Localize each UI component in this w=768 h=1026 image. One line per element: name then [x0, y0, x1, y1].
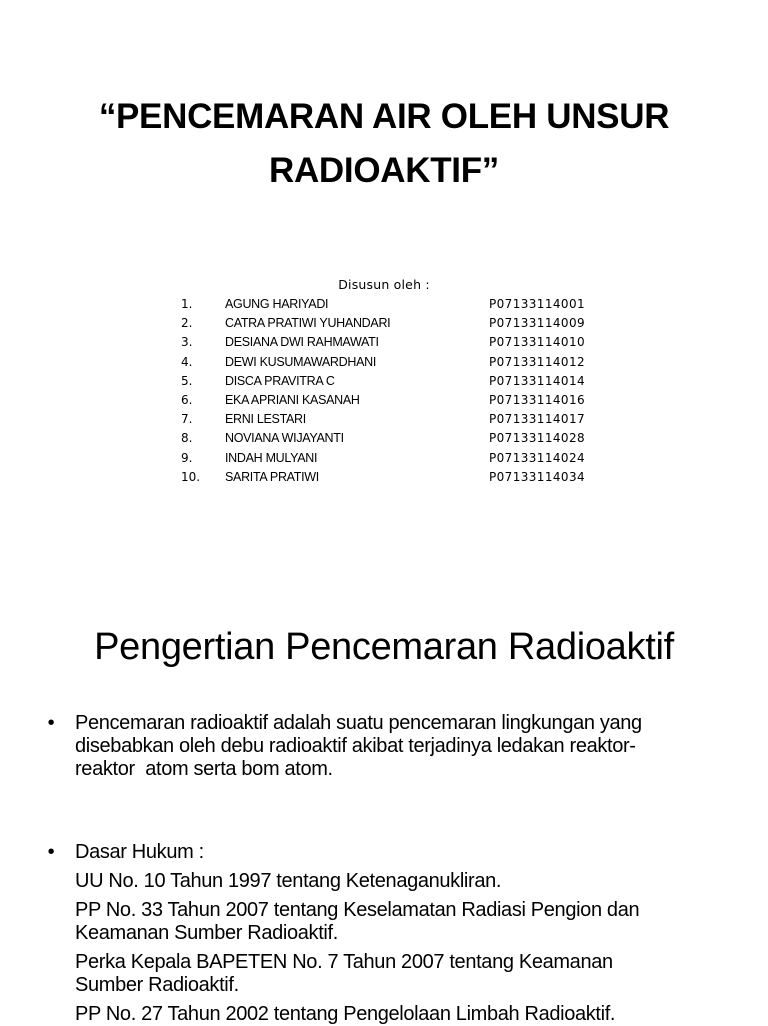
legal-item-line: Sumber Radioaktif.: [75, 974, 239, 996]
author-name: NOVIANA WIJAYANTI: [225, 431, 344, 446]
author-number: 4.: [181, 354, 193, 369]
author-row: [181, 353, 601, 372]
author-name: ERNI LESTARI: [225, 412, 306, 427]
author-name: DESIANA DWI RAHMAWATI: [225, 335, 379, 350]
author-name: DEWI KUSUMAWARDHANI: [225, 354, 377, 369]
legal-item-line: Keamanan Sumber Radioaktif.: [75, 922, 338, 944]
author-row: [181, 314, 601, 333]
author-id: P07133114010: [489, 335, 586, 350]
legal-item-line: PP No. 33 Tahun 2007 tentang Keselamatan Radiasi Pengion dan: [75, 899, 640, 921]
author-number: 8.: [181, 431, 193, 446]
author-number: 10.: [181, 469, 201, 484]
author-name: EKA APRIANI KASANAH: [225, 392, 360, 407]
author-row: [181, 429, 601, 448]
author-id: P07133114034: [489, 469, 586, 484]
author-number: 5.: [181, 373, 193, 388]
author-row: [181, 391, 601, 410]
author-name: SARITA PRATIWI: [225, 469, 319, 484]
author-number: 7.: [181, 412, 193, 427]
author-id: P07133114016: [489, 392, 586, 407]
legal-basis-heading: Dasar Hukum :: [75, 841, 204, 863]
author-name: AGUNG HARIYADI: [225, 297, 329, 311]
author-number: 2.: [181, 316, 193, 331]
author-row: [181, 295, 601, 314]
cover-title-line: “PENCEMARAN AIR OLEH UNSUR: [98, 97, 670, 136]
bullet-icon: •: [47, 841, 55, 863]
author-list: [181, 295, 601, 487]
author-id: P07133114014: [489, 373, 586, 388]
legal-item: [44, 951, 724, 997]
author-id: P07133114024: [489, 450, 586, 465]
author-row: [181, 333, 601, 352]
author-row: [181, 372, 601, 391]
legal-item: [44, 899, 724, 945]
author-id: P07133114001: [489, 297, 586, 311]
author-number: 9.: [181, 450, 193, 465]
section-title: Pengertian Pencemaran Radioaktif: [94, 626, 674, 668]
author-row: [181, 449, 601, 468]
legal-item-line: Perka Kepala BAPETEN No. 7 Tahun 2007 tentang Keamanan: [75, 951, 613, 973]
legal-item: [44, 870, 724, 893]
bullet-item: [44, 841, 724, 864]
definition-line: reaktor atom serta bom atom.: [75, 758, 333, 780]
author-row: [181, 410, 601, 429]
author-number: 3.: [181, 335, 193, 350]
definition-slide: [0, 576, 768, 1024]
legal-item-line: UU No. 10 Tahun 1997 tentang Ketenaganukliran.: [75, 870, 502, 892]
cover-title-line: RADIOAKTIF”: [268, 151, 499, 190]
author-row: [181, 468, 601, 487]
author-id: P07133114017: [489, 412, 586, 427]
legal-item-line: PP No. 27 Tahun 2002 tentang Pengelolaan Limbah Radioaktif.: [75, 1003, 616, 1025]
definition-bullet: [44, 712, 724, 781]
byline-label: Disusun oleh :: [338, 277, 430, 292]
cover-title: [0, 90, 768, 198]
legal-item: [44, 1003, 724, 1026]
definition-line: disebabkan oleh debu radioaktif akibat terjadinya ledakan reaktor-: [75, 735, 636, 757]
author-name: DISCA PRAVITRA C: [225, 373, 335, 388]
legal-basis-bullet: [44, 841, 724, 1026]
author-id: P07133114009: [489, 316, 586, 331]
author-name: CATRA PRATIWI YUHANDARI: [225, 316, 391, 331]
definition-line: Pencemaran radioaktif adalah suatu pencemaran lingkungan yang: [75, 712, 642, 734]
bullet-item: [44, 712, 724, 781]
author-name: INDAH MULYANI: [225, 450, 318, 465]
author-number: 6.: [181, 392, 193, 407]
author-number: 1.: [181, 297, 193, 311]
author-id: P07133114028: [489, 431, 586, 446]
bullet-icon: •: [47, 712, 55, 734]
author-id: P07133114012: [489, 354, 586, 369]
